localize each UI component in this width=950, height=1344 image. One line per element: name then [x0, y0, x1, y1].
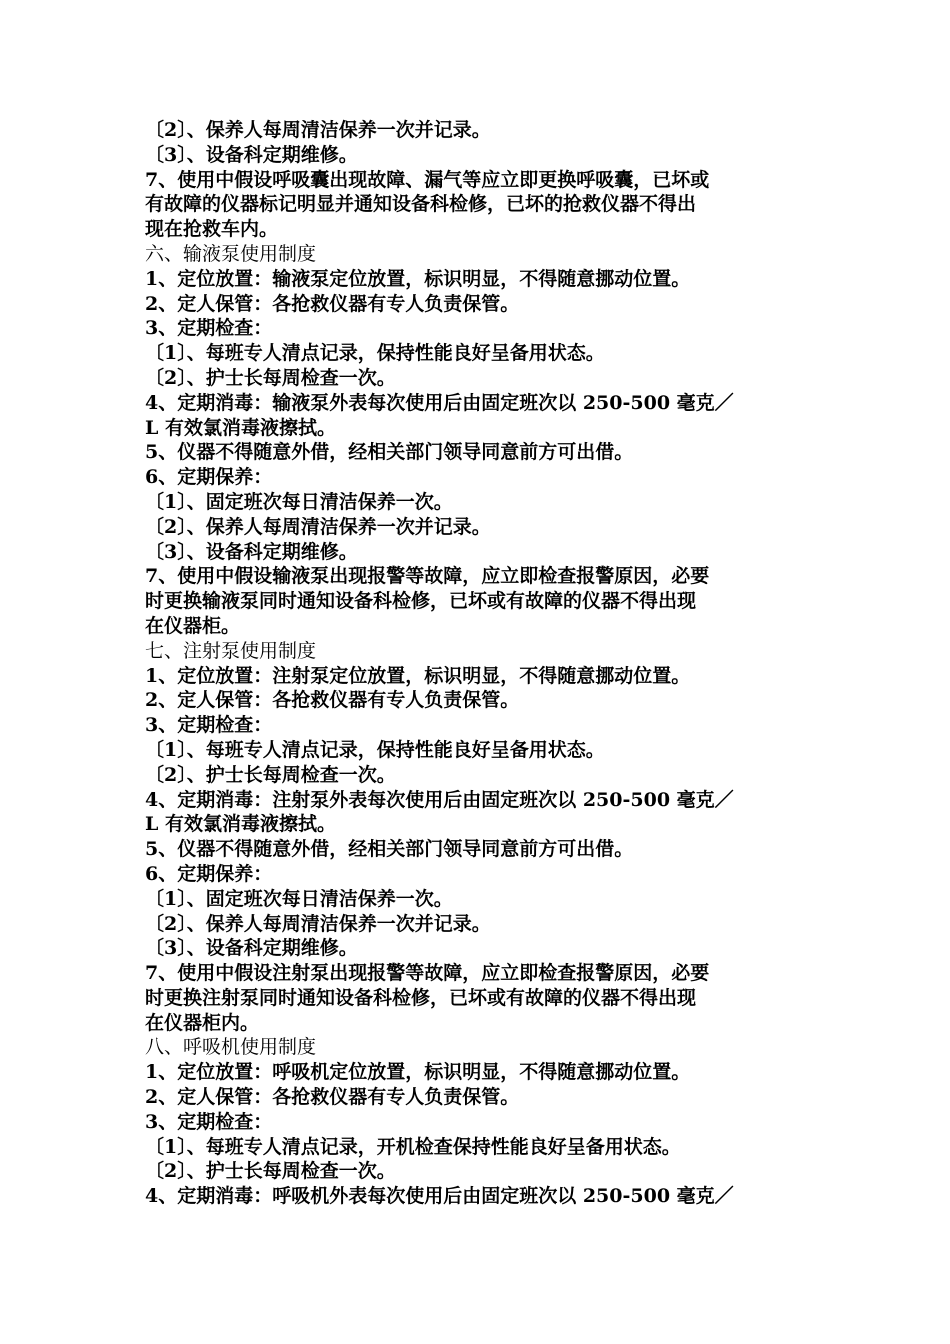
document-body — [145, 118, 810, 1209]
text-line: 6、定期保养： — [145, 466, 273, 489]
text-line: 〔2〕、保养人每周清洁保养一次并记录。 — [145, 119, 491, 141]
text-line: 〔2〕、保养人每周清洁保养一次并记录。 — [145, 912, 491, 935]
text-line: 时更换输液泵同时通知设备科检修，已坏或有故障的仪器不得出现 — [145, 590, 697, 613]
text-line: 在仪器柜。 — [145, 614, 241, 637]
section-heading: 八、呼吸机使用制度 — [145, 1036, 317, 1059]
text-line: 7、使用中假设呼吸囊出现故障、漏气等应立即更换呼吸囊，已坏或 — [145, 168, 710, 191]
text-line: 7、使用中假设输液泵出现报警等故障，应立即检查报警原因，必要 — [145, 565, 710, 588]
text-line: 〔2〕、护士长每周检查一次。 — [145, 366, 396, 389]
text-line: 3、定期检查： — [145, 317, 273, 340]
text-line: 有故障的仪器标记明显并通知设备科检修，已坏的抢救仪器不得出 — [145, 193, 697, 216]
text-line: 〔3〕、设备科定期维修。 — [145, 143, 358, 166]
section-heading: 六、输液泵使用制度 — [145, 242, 317, 265]
section-heading: 七、注射泵使用制度 — [145, 639, 317, 662]
text-line: 现在抢救车内。 — [145, 218, 279, 241]
text-line: L 有效氯消毒液擦拭。 — [145, 813, 336, 836]
text-line: 2、定人保管：各抢救仪器有专人负责保管。 — [145, 689, 520, 712]
text-line: 〔2〕、护士长每周检查一次。 — [145, 763, 396, 786]
text-line: 〔3〕、设备科定期维修。 — [145, 540, 358, 563]
text-line: 〔3〕、设备科定期维修。 — [145, 937, 358, 960]
text-line: 4、定期消毒：呼吸机外表每次使用后由固定班次以 250-500 毫克／ — [145, 1185, 734, 1208]
text-line: 1、定位放置：注射泵定位放置，标识明显，不得随意挪动位置。 — [145, 664, 691, 687]
text-line: L 有效氯消毒液擦拭。 — [145, 416, 336, 439]
text-line: 2、定人保管：各抢救仪器有专人负责保管。 — [145, 292, 520, 315]
text-line: 5、仪器不得随意外借，经相关部门领导同意前方可出借。 — [145, 441, 634, 464]
text-line: 5、仪器不得随意外借，经相关部门领导同意前方可出借。 — [145, 838, 634, 861]
text-line: 〔2〕、护士长每周检查一次。 — [145, 1160, 396, 1183]
text-line: 3、定期检查： — [145, 714, 273, 737]
text-line: 7、使用中假设注射泵出现报警等故障，应立即检查报警原因，必要 — [145, 962, 710, 985]
text-line: 4、定期消毒：输液泵外表每次使用后由固定班次以 250-500 毫克／ — [145, 391, 734, 414]
text-line: 在仪器柜内。 — [145, 1011, 260, 1034]
text-line: 时更换注射泵同时通知设备科检修，已坏或有故障的仪器不得出现 — [145, 986, 697, 1009]
text-line: 6、定期保养： — [145, 862, 273, 885]
text-line: 1、定位放置：输液泵定位放置，标识明显，不得随意挪动位置。 — [145, 267, 691, 290]
text-line: 4、定期消毒：注射泵外表每次使用后由固定班次以 250-500 毫克／ — [145, 788, 734, 811]
text-line: 〔1〕、每班专人清点记录，开机检查保持性能良好呈备用状态。 — [145, 1135, 681, 1158]
text-line: 3、定期检查： — [145, 1110, 273, 1133]
text-line: 〔1〕、固定班次每日清洁保养一次。 — [145, 490, 453, 513]
text-line: 〔1〕、固定班次每日清洁保养一次。 — [145, 887, 453, 910]
text-line: 〔1〕、每班专人清点记录，保持性能良好呈备用状态。 — [145, 738, 605, 761]
document-page — [145, 118, 810, 1209]
text-line: 〔1〕、每班专人清点记录，保持性能良好呈备用状态。 — [145, 342, 605, 365]
text-line: 2、定人保管：各抢救仪器有专人负责保管。 — [145, 1086, 520, 1109]
text-line: 1、定位放置：呼吸机定位放置，标识明显，不得随意挪动位置。 — [145, 1061, 691, 1084]
text-line: 〔2〕、保养人每周清洁保养一次并记录。 — [145, 515, 491, 538]
